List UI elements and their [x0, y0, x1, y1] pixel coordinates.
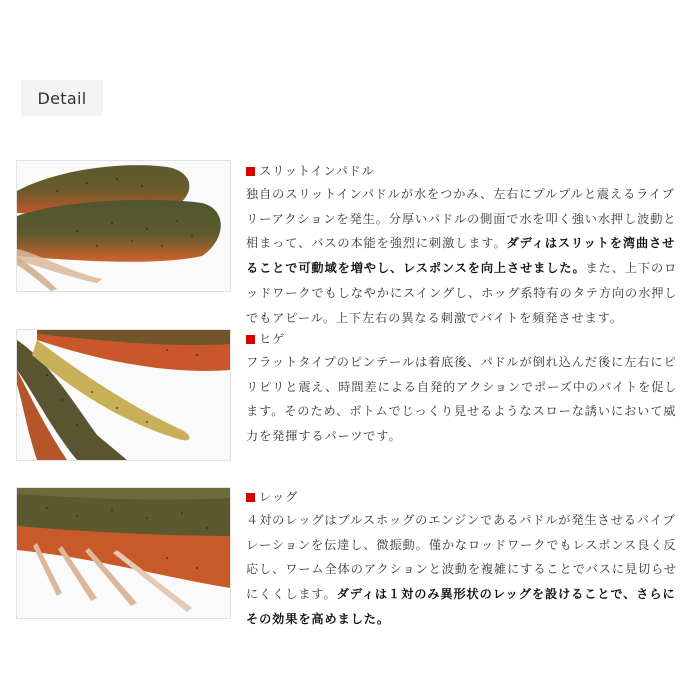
leg-photo	[16, 487, 231, 619]
body-bold-text: ダディはスリットを湾曲させることで可動域を増やし、レスポンスを向上させました。	[246, 236, 676, 276]
body-text: ４対のレッグはブルスホッグのエンジンであるパドルが発生させるバイブレーションを伝達し、微振動。僅かなロッドワークでもレスポンス良く反応し、ワーム全体のアクションと波動を複雑にすることでバスに見切らせにくくします。	[246, 513, 677, 602]
leg-section	[246, 486, 686, 632]
slit-paddle-photo	[16, 160, 231, 292]
heading-label: ヒゲ	[259, 332, 286, 346]
body-text-continued: また、上下のロッドワークでもしなやかにスイングし、ホッグ系特有のタテ方向の水押しでもアピール。上下左右の異なる刺激でバイトを頻発させます。	[246, 261, 678, 325]
whisker-section	[246, 328, 686, 449]
detail-tab	[21, 80, 103, 116]
whisker-photo	[16, 329, 231, 461]
heading-label: レッグ	[259, 490, 299, 504]
section-heading	[246, 328, 686, 350]
red-square-icon	[246, 493, 255, 502]
section-heading	[246, 486, 686, 508]
red-square-icon	[246, 167, 255, 176]
body-text: フラットタイプのピンテールは着底後、パドルが倒れ込んだ後に左右にピリピリと震え、時間差による自発的アクションでポーズ中のバイトを促します。そのため、ボトムでじっくり見せるようなスローな誘いにおいて威力を発揮するパーツです。	[246, 355, 678, 444]
slit-paddle-section	[246, 160, 686, 330]
red-square-icon	[246, 335, 255, 344]
section-heading	[246, 160, 686, 182]
section-body	[246, 182, 686, 330]
body-text: 独自のスリットインパドルが水をつかみ、左右にプルプルと震えるライブリーアクションを発生。分厚いパドルの側面で水を叩く強い水押し波動と相まって、バスの本能を強烈に刺激します。	[246, 187, 677, 251]
section-body	[246, 350, 686, 449]
heading-label: スリットインパドル	[259, 164, 375, 178]
detail-tab-label: Detail	[37, 88, 87, 108]
section-body	[246, 508, 686, 632]
body-bold-text: ダディは１対のみ異形状のレッグを設けることで、さらにその効果を高めました。	[246, 587, 676, 626]
